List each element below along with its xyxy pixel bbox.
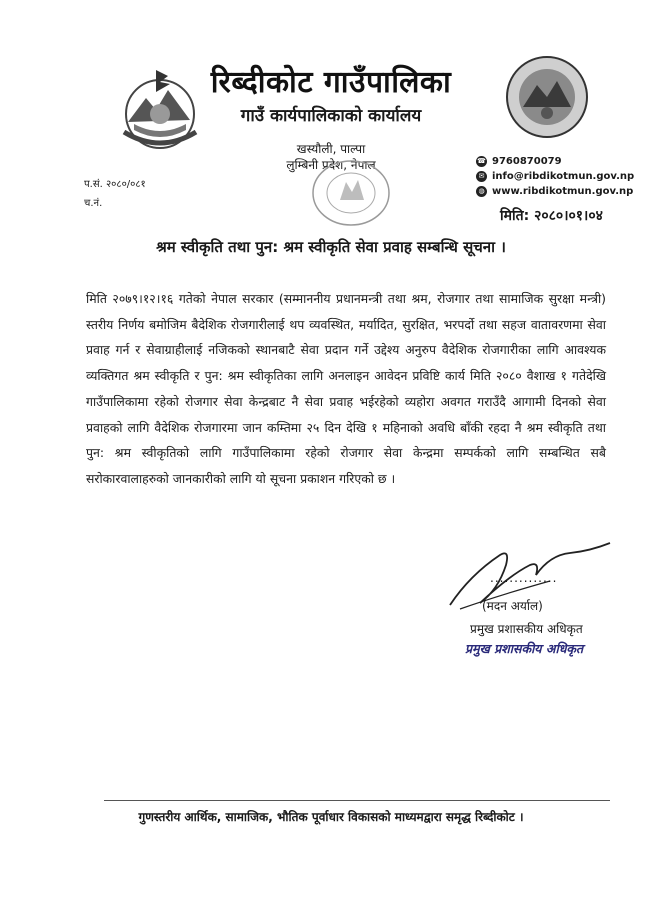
signatory-designation: प्रमुख प्रशासकीय अधिकृत xyxy=(470,622,583,636)
email-icon: ✉ xyxy=(476,171,487,182)
contact-website xyxy=(476,186,633,197)
footer-slogan: गुणस्तरीय आर्थिक, सामाजिक, भौतिक पूर्वाधार विकासको माध्यमद्वारा समृद्ध रिब्दीकोट । xyxy=(138,810,524,824)
reference-number: प.सं. २०८०/०८१ xyxy=(84,179,146,190)
globe-icon: ◍ xyxy=(476,186,487,197)
notice-title: श्रम स्वीकृति तथा पुन: श्रम स्वीकृति सेवा प्रवाह सम्बन्धि सूचना । xyxy=(156,238,506,256)
website-url: www.ribdikotmun.gov.np xyxy=(492,186,634,197)
email-address: info@ribdikotmun.gov.np xyxy=(492,171,635,182)
address-line-2: लुम्बिनी प्रदेश, नेपाल xyxy=(286,158,376,172)
notice-body: मिति २०७९।१२।१६ गतेको नेपाल सरकार (सम्माननीय प्रधानमन्त्री तथा श्रम, रोजगार तथा सामाजिक सुरक्षा मन्त्री) स्तरीय निर्णय बमोजिम बैदेशिक रोजगारीलाई थप व्यवस्थित, मर्यादित, सुरक्षित, भरपर्दो तथा सहज वातावरणमा सेवा प्रवाह गर्न र सेवाग्राहीलाई नजिकको स्थानबाटै सेवा प्रदान गर्ने उद्देश्य अनुरुप वैदेशिक रोजगारीका लागि आवश्यक व्यक्तिगत श्रम स्वीकृति र पुन: श्रम स्वीकृतिका लागि अनलाइन आवेदन प्रविष्टि कार्य मिति २०८० वैशाख १ गतेदेखि गाउँपालिकामा रहेको रोजगार सेवा केन्द्रबाट नै सेवा प्रवाह भईरहेको व्यहोरा अवगत गराउँदै आगामी दिनको सेवा प्रवाहको लागि वैदेशिक रोजगारमा जान कम्तिमा २५ दिन देखि १ महिनाको अवधि बाँकी रहदा नै श्रम स्वीकृति तथा पुन: श्रम स्वीकृतिको लागि गाउँपालिकामा रहेको रोजगार सेवा केन्द्रमा सम्पर्कको लागि सम्बन्धित सबै सरोकारवालाहरुको जानकारीको लागि यो सूचना प्रकाशन गरिएको छ । xyxy=(86,291,606,486)
phone-number: 9760870079 xyxy=(492,156,562,167)
footer-divider xyxy=(104,800,610,801)
notice-date: मिति: २०८०।०१।०४ xyxy=(500,208,603,224)
contact-phone xyxy=(476,156,562,167)
designation-stamp: प्रमुख प्रशासकीय अधिकृत xyxy=(465,641,584,656)
contact-email xyxy=(476,171,634,182)
municipality-title: रिब्दीकोट गाउँपालिका xyxy=(210,65,452,100)
signature-line: .............. xyxy=(490,571,558,585)
signatory-name: (मदन अर्याल) xyxy=(482,599,543,613)
dispatch-number: च.नं. xyxy=(84,198,103,209)
address-line-1: खस्यौली, पाल्पा xyxy=(296,142,366,156)
phone-icon: ☎ xyxy=(477,157,486,165)
office-seal-stamp xyxy=(310,158,392,228)
office-subtitle: गाउँ कार्यपालिकाको कार्यालय xyxy=(240,106,422,126)
